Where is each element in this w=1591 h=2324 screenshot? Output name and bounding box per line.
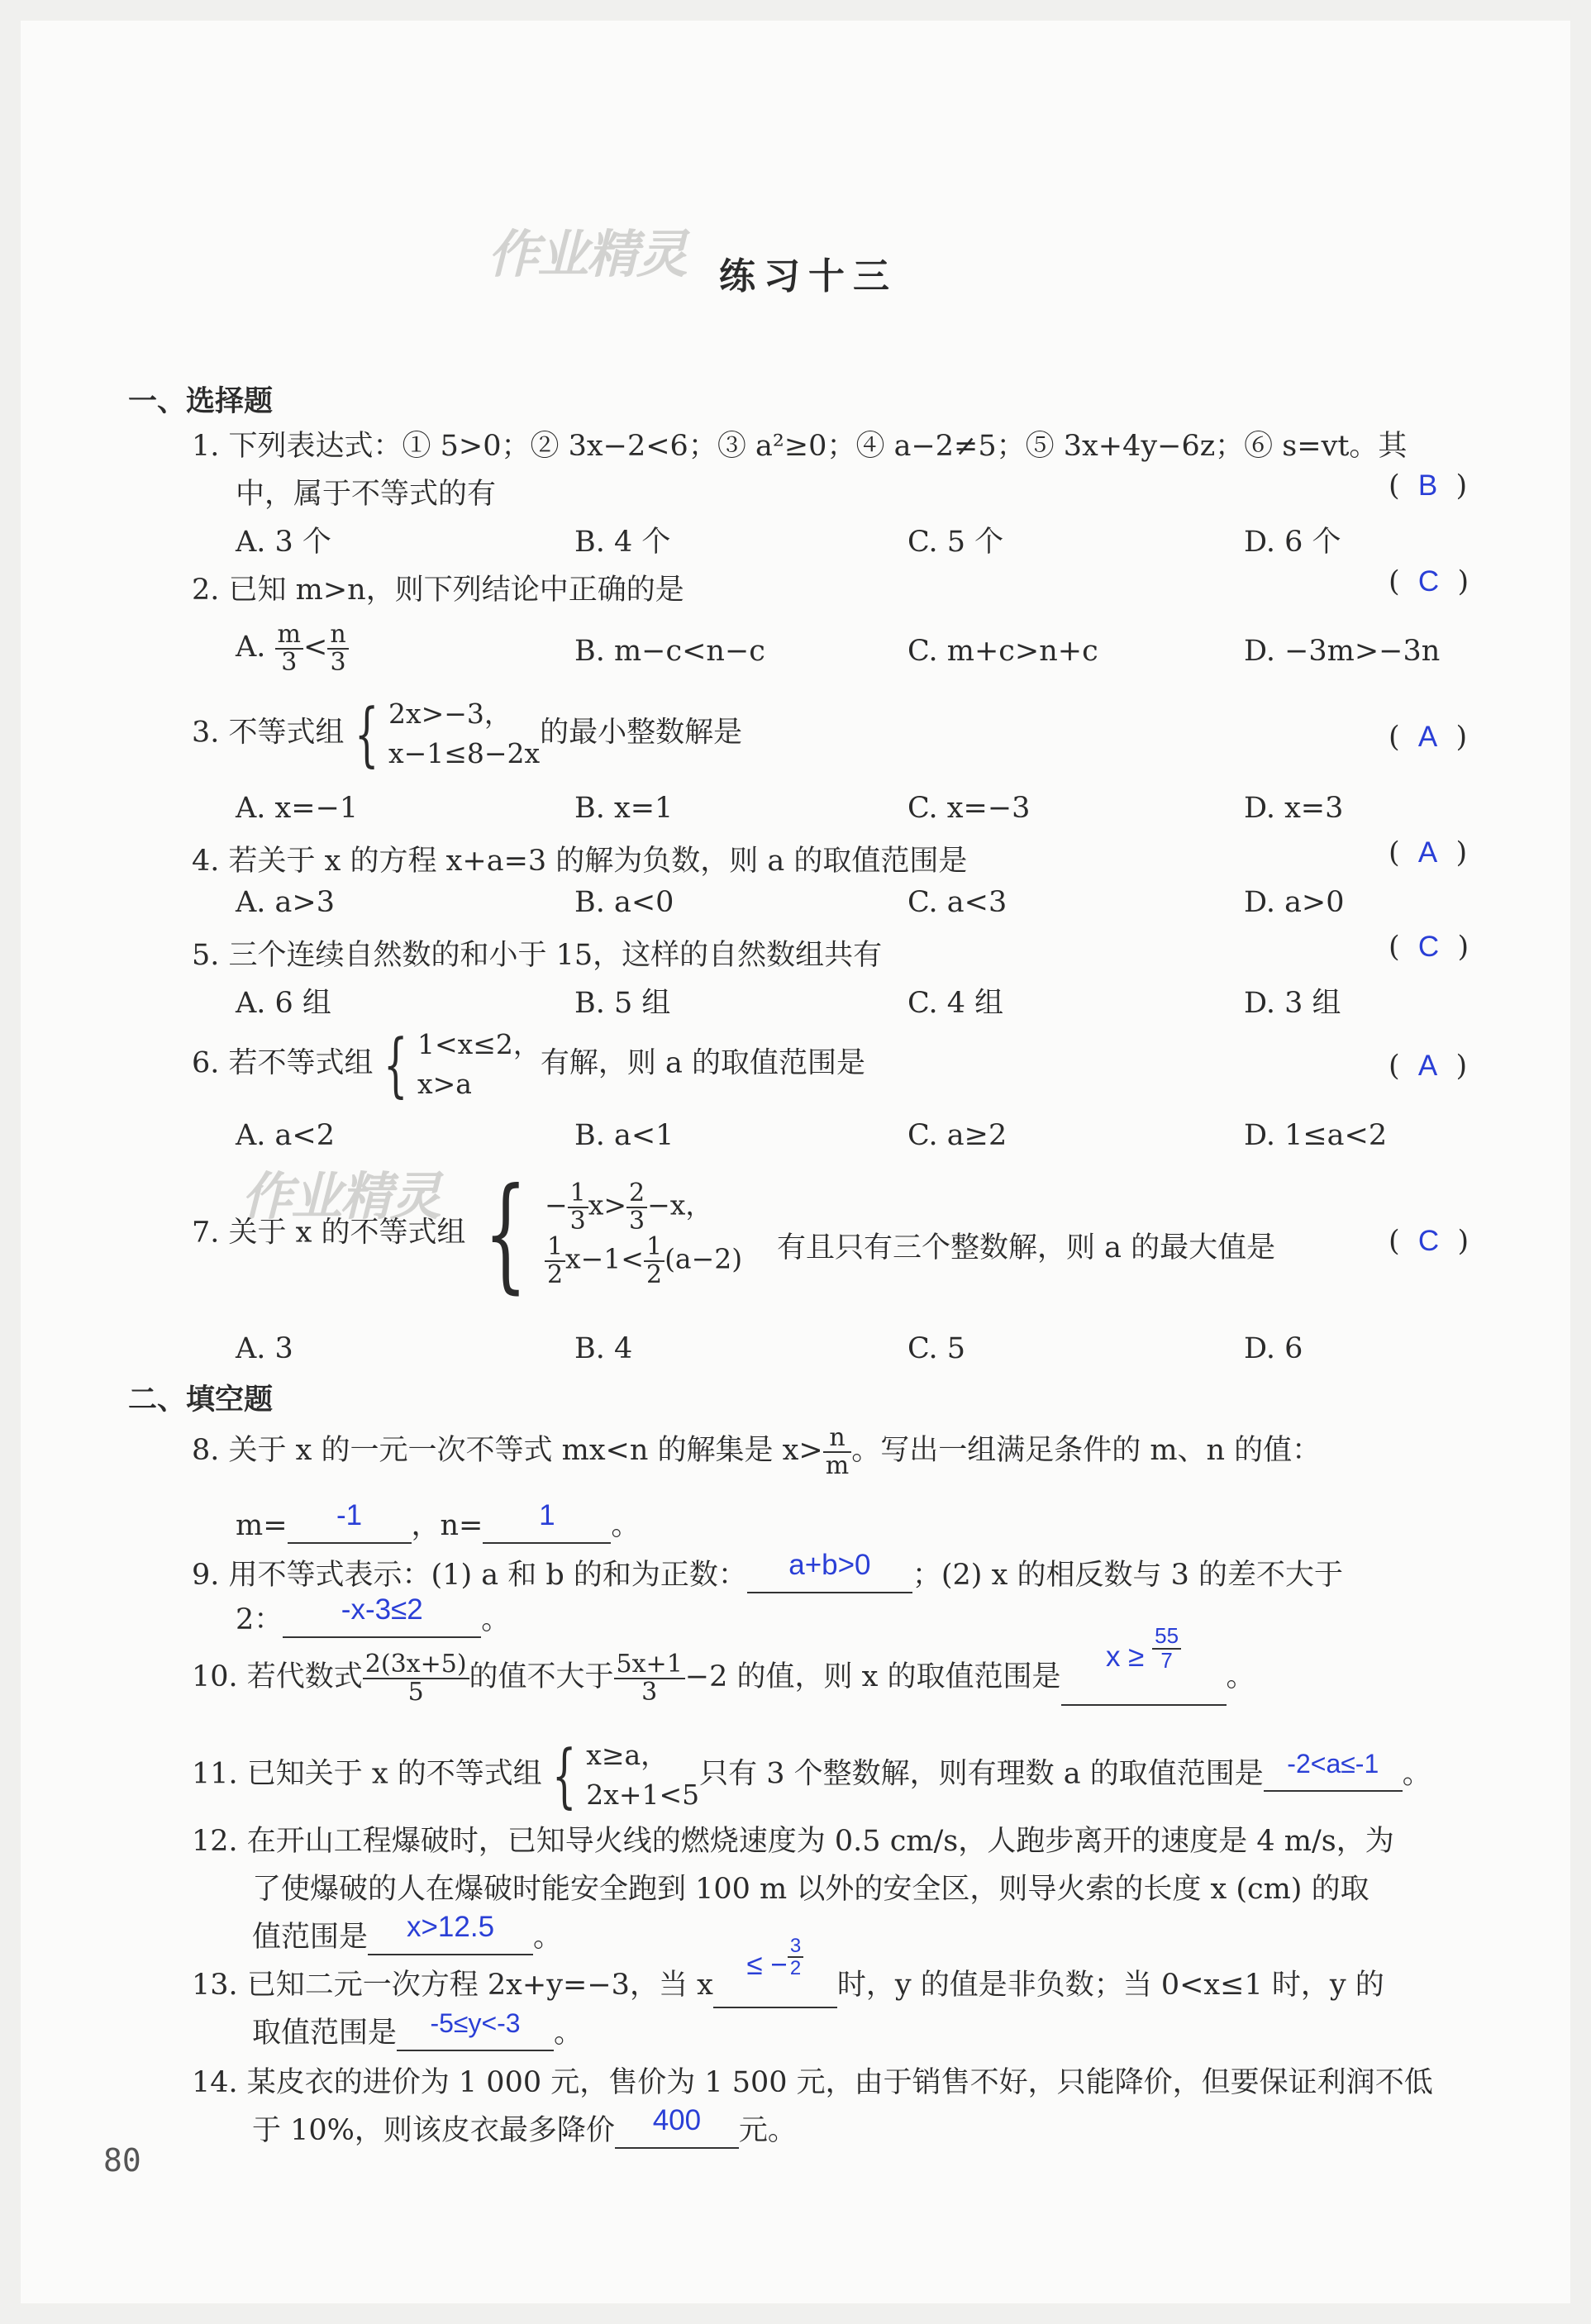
q10-end: 。 — [1226, 1660, 1255, 1693]
q11-system-row1: x≥a， — [586, 1739, 669, 1771]
q6-system — [417, 1025, 541, 1104]
q13-end: 。 — [554, 2017, 584, 2050]
frac-den: 7 — [1160, 1647, 1173, 1673]
q12-end: 。 — [533, 1921, 563, 1954]
q6-option-d: D. 1≤a<2 — [1244, 1119, 1388, 1152]
q11-prefix: 11. 已知关于 x 的不等式组 — [192, 1757, 542, 1791]
frac-den: m — [825, 1450, 850, 1480]
q7-system — [545, 1180, 742, 1288]
q11-system — [586, 1736, 699, 1815]
q2-answer-bracket: ( C ) — [1389, 565, 1470, 598]
q1-option-a: A. 3 个 — [236, 526, 331, 559]
q12-line2: 了使爆破的人在爆破时能安全跑到 100 m 以外的安全区，则导火索的长度 x (cm) 的取 — [252, 1873, 1369, 1906]
q3-option-a: A. x=−1 — [236, 792, 359, 825]
q10-blank — [1061, 1623, 1227, 1706]
frac-num: n — [327, 621, 348, 650]
frac-den: 3 — [330, 647, 346, 677]
q13-answer1-op: ≤ − — [746, 1949, 788, 1981]
q6-stem — [192, 1025, 865, 1104]
q7-r1-frac1 — [568, 1180, 588, 1234]
q13-line2 — [252, 2010, 583, 2051]
frac-num: 3 — [788, 1936, 803, 1958]
frac-num: n — [823, 1425, 851, 1453]
frac-num: 5x+1 — [614, 1651, 685, 1679]
q12-line3 — [252, 1911, 563, 1955]
q7-r2-frac2 — [644, 1234, 665, 1288]
q9-line2-end: 。 — [481, 1603, 511, 1636]
frac-den: 5 — [407, 1677, 424, 1707]
q3-answer: A — [1417, 721, 1438, 753]
q6-system-row2: x>a — [417, 1067, 472, 1100]
q6-option-c: C. a≥2 — [907, 1119, 1007, 1152]
q9-blank2 — [283, 1593, 481, 1638]
frac-num: 2(3x+5) — [363, 1651, 469, 1679]
q8-end: 。 — [611, 1509, 641, 1542]
frac-num: 2 — [626, 1180, 647, 1208]
q4-option-b: B. a<0 — [574, 886, 674, 919]
q3-system-row1: 2x>−3， — [388, 698, 512, 730]
q8-line2 — [236, 1499, 641, 1544]
q9-line2 — [236, 1593, 511, 1638]
q10-line — [192, 1623, 1255, 1707]
q3-prefix: 3. 不等式组 — [192, 716, 345, 750]
q3-option-c: C. x=−3 — [907, 792, 1031, 825]
q13-answer2: -5≤y<-3 — [430, 2008, 521, 2038]
q8-line1-end: 。写出一组满足条件的 m、n 的值： — [851, 1434, 1322, 1467]
q3-answer-bracket: ( A ) — [1389, 721, 1468, 754]
q10-mid: 的值不大于 — [469, 1660, 614, 1693]
watermark-top: 作业精灵 — [488, 224, 687, 284]
q1-option-d: D. 6 个 — [1244, 526, 1341, 559]
q14-blank — [615, 2104, 739, 2149]
page-title: 练习十三 — [719, 255, 898, 298]
q8-n-blank — [483, 1499, 611, 1544]
q11-end: 。 — [1402, 1757, 1431, 1791]
q2-option-a-frac2 — [327, 621, 348, 675]
q7-r1-sign: − — [544, 1188, 568, 1222]
q7-suffix: 有且只有三个整数解，则 a 的最大值是 — [777, 1231, 1276, 1264]
q8-n-label: ，n= — [411, 1509, 483, 1542]
q10-frac2 — [614, 1651, 685, 1705]
q5-stem: 5. 三个连续自然数的和小于 15，这样的自然数组共有 — [192, 939, 883, 972]
q3-option-b: B. x=1 — [574, 792, 674, 825]
q12-line1: 12. 在开山工程爆破时，已知导火线的燃烧速度为 0.5 cm/s，人跑步离开的速度是 4 m/s，为 — [192, 1825, 1394, 1858]
q2-option-b: B. m−c<n−c — [574, 635, 765, 668]
q8-frac — [823, 1425, 851, 1479]
q7-stem — [192, 1162, 743, 1306]
q13-line2-start: 取值范围是 — [252, 2017, 398, 2050]
q5-answer: C — [1417, 931, 1440, 963]
q13-blank1 — [713, 1934, 837, 2008]
frac-den: 3 — [641, 1677, 658, 1707]
q3-system-row2: x−1≤8−2x — [388, 736, 541, 769]
q11-system-row2: 2x+1<5 — [586, 1778, 700, 1811]
q8-m-label: m= — [236, 1509, 288, 1542]
q12-answer: x>12.5 — [406, 1911, 495, 1943]
q6-answer: A — [1417, 1050, 1438, 1082]
q2-option-c: C. m+c>n+c — [907, 635, 1098, 668]
q3-suffix: 的最小整数解是 — [540, 716, 743, 750]
brace-icon: { — [354, 693, 379, 774]
q11-line — [192, 1736, 1431, 1815]
q7-option-d: D. 6 — [1244, 1332, 1303, 1365]
section-fill-heading: 二、填空题 — [128, 1383, 274, 1417]
q4-stem: 4. 若关于 x 的方程 x+a=3 的解为负数，则 a 的取值范围是 — [192, 845, 968, 878]
q7-option-a: A. 3 — [236, 1332, 293, 1365]
frac-num: 1 — [644, 1234, 665, 1262]
q9-answer1: a+b>0 — [788, 1549, 871, 1581]
section-choice-heading: 一、选择题 — [128, 385, 274, 418]
q4-option-d: D. a>0 — [1244, 886, 1345, 919]
page-number: 80 — [103, 2142, 141, 2179]
q9-answer2: -x-3≤2 — [341, 1593, 423, 1626]
frac-num: m — [275, 621, 303, 650]
q14-line1: 14. 某皮衣的进价为 1 000 元，售价为 1 500 元，由于销售不好，只能降价，但要保证利润不低 — [192, 2066, 1433, 2099]
q9-line1-start: 9. 用不等式表示：(1) a 和 b 的和为正数： — [192, 1559, 747, 1592]
q10-answer-op: x ≥ — [1105, 1641, 1145, 1673]
frac-den: 2 — [789, 1956, 802, 1979]
q13-answer1 — [746, 1934, 803, 1991]
q12-line3-start: 值范围是 — [252, 1921, 369, 1954]
q10-suffix: −2 的值，则 x 的取值范围是 — [684, 1660, 1061, 1693]
q3-stem — [192, 694, 742, 774]
q8-m-answer: -1 — [336, 1499, 363, 1531]
q7-r1-frac2 — [626, 1180, 647, 1234]
frac-num: 55 — [1152, 1625, 1181, 1649]
q14-line2-start: 于 10%，则该皮衣最多降价 — [252, 2114, 615, 2147]
frac-den: 2 — [645, 1260, 663, 1289]
q13-line1-end: 时，y 的值是非负数；当 0<x≤1 时，y 的 — [836, 1969, 1384, 2002]
q2-option-a-prefix: A. — [236, 631, 266, 664]
brace-icon: { — [483, 1162, 527, 1306]
q10-frac1 — [363, 1651, 469, 1705]
q6-option-b: B. a<1 — [574, 1119, 674, 1152]
q1-line1: 1. 下列表达式：① 5>0；② 3x−2<6；③ a²≥0；④ a−2≠5；⑤ 3x+4y−6z；⑥ s=vt。其 — [192, 430, 1408, 463]
q2-answer: C — [1417, 565, 1440, 598]
q7-answer: C — [1417, 1225, 1440, 1257]
q5-option-b: B. 5 组 — [574, 987, 671, 1020]
q13-answer1-frac — [788, 1934, 803, 1988]
q10-answer-frac — [1152, 1623, 1181, 1682]
frac-num: 1 — [568, 1180, 588, 1208]
q6-answer-bracket: ( A ) — [1389, 1050, 1468, 1083]
q10-answer — [1105, 1623, 1181, 1683]
q5-option-d: D. 3 组 — [1244, 987, 1341, 1020]
q1-option-b: B. 4 个 — [574, 526, 671, 559]
q7-system-row1 — [545, 1180, 742, 1234]
q9-line1 — [192, 1549, 1343, 1593]
q11-blank — [1264, 1749, 1403, 1792]
watermark-middle: 作业精灵 — [241, 1166, 441, 1226]
q7-system-row2 — [545, 1234, 742, 1288]
q7-option-c: C. 5 — [907, 1332, 966, 1365]
q7-r1-mid: x> — [588, 1188, 626, 1222]
q1-line2: 中，属于不等式的有 — [236, 478, 497, 511]
q7-r2-mid: x−1< — [565, 1242, 644, 1275]
q6-prefix: 6. 若不等式组 — [192, 1046, 374, 1080]
q2-option-a-frac1 — [275, 621, 303, 675]
frac-den: 2 — [546, 1260, 564, 1289]
q5-option-c: C. 4 组 — [907, 987, 1004, 1020]
q2-option-d: D. −3m>−3n — [1244, 635, 1441, 668]
q4-answer: A — [1417, 836, 1438, 869]
q3-system — [388, 694, 540, 774]
q2-option-a-op: < — [303, 631, 328, 664]
q8-m-blank — [288, 1499, 412, 1544]
q13-line1-start: 13. 已知二元一次方程 2x+y=−3，当 x — [192, 1969, 713, 2002]
q8-line1 — [192, 1425, 1321, 1479]
q9-line2-start: 2： — [236, 1603, 283, 1636]
q7-answer-bracket: ( C ) — [1389, 1225, 1470, 1258]
q4-answer-bracket: ( A ) — [1389, 836, 1468, 869]
q9-blank1 — [747, 1549, 912, 1593]
q6-suffix: 有解，则 a 的取值范围是 — [540, 1046, 866, 1080]
frac-num: 1 — [545, 1234, 565, 1262]
q7-prefix: 7. 关于 x 的不等式组 — [192, 1216, 466, 1250]
q1-answer: B — [1417, 469, 1438, 502]
q11-suffix: 只有 3 个整数解，则有理数 a 的取值范围是 — [699, 1757, 1264, 1791]
q4-option-c: C. a<3 — [907, 886, 1007, 919]
q3-option-d: D. x=3 — [1244, 792, 1344, 825]
q5-option-a: A. 6 组 — [236, 987, 331, 1020]
q2-option-a — [236, 621, 349, 675]
q6-option-a: A. a<2 — [236, 1119, 335, 1152]
q8-line1-start: 8. 关于 x 的一元一次不等式 mx<n 的解集是 x> — [192, 1434, 823, 1467]
frac-den: 3 — [569, 1206, 586, 1236]
q7-r1-end: −x， — [647, 1188, 713, 1222]
q4-option-a: A. a>3 — [236, 886, 335, 919]
q8-n-answer: 1 — [539, 1499, 555, 1531]
q7-option-b: B. 4 — [574, 1332, 633, 1365]
q2-stem: 2. 已知 m>n，则下列结论中正确的是 — [192, 574, 684, 607]
q13-blank2 — [397, 2008, 554, 2051]
q14-answer: 400 — [652, 2104, 702, 2136]
q11-answer: -2<a≤-1 — [1287, 1749, 1379, 1779]
q12-blank — [368, 1911, 533, 1955]
q10-prefix: 10. 若代数式 — [192, 1660, 363, 1693]
q9-line1-end: ；(2) x 的相反数与 3 的差不大于 — [912, 1559, 1343, 1592]
q14-end: 元。 — [738, 2114, 797, 2147]
q7-r2-end: (a−2) — [665, 1242, 743, 1275]
q1-answer-bracket: ( B ) — [1389, 469, 1468, 502]
q14-line2 — [252, 2104, 797, 2149]
q1-option-c: C. 5 个 — [907, 526, 1004, 559]
q7-r2-frac1 — [545, 1234, 565, 1288]
brace-icon: { — [383, 1023, 407, 1105]
q6-system-row1: 1<x≤2， — [417, 1028, 541, 1060]
frac-den: 3 — [628, 1206, 645, 1236]
frac-den: 3 — [281, 647, 298, 677]
brace-icon: { — [551, 1734, 577, 1816]
q5-answer-bracket: ( C ) — [1389, 931, 1470, 964]
